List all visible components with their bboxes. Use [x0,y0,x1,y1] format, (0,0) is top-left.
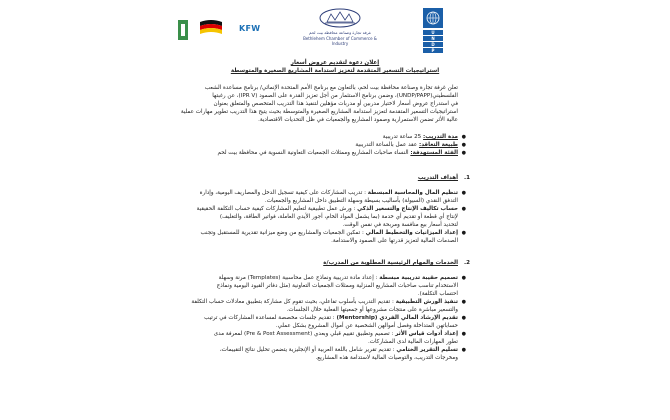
chamber-name-arabic: غرفة تجارة وصناعة محافظة بيت لحم [309,30,371,35]
detail-label: طبيعة التعاقد: [418,142,458,148]
service-text: احتساب التكلفة). [417,291,458,297]
kfw-logo: KFW [239,24,261,33]
section-number: 2. [463,260,470,266]
undp-letter: N [423,36,443,41]
detail-label: مدة التدريب: [423,134,458,140]
service-heading: إعداد أدوات قياس الأثر [395,331,458,337]
service-item [191,299,458,306]
objective-text: الصدمات المالية لتعزيز قدرتها على الصمود والاستدامة. [331,238,458,244]
section-title: أهداف التدريب [417,175,458,181]
bullet-icon: ● [461,190,466,196]
service-text: الاستخدام تناسب صاحبات المشاريع المنزلية وممثلات الجمعيات التعاونية (مثل دفاتر القيود اليومية ونماذج [216,283,458,289]
objective-heading: تنظيم المال والمحاسبة المبسطة [367,190,458,196]
detail-contract [355,142,458,149]
objective-text: : تدريب المشاركات على كيفية تسجيل الدخل والمصاريف اليومية، وإدارة [199,190,368,196]
service-heading: تنفيذ الورش التطبيقية [395,299,458,305]
objective-heading: حساب تكاليف الإنتاج والتسعير الذكي [357,206,458,212]
detail-label: الفئة المستهدفة: [410,150,458,156]
bullet-icon: ● [461,275,466,281]
section-number: 1. [463,175,470,181]
intro-line: تعلن غرفة تجارة وصناعة محافظة بيت لحم، بالتعاون مع برنامج الأمم المتحدة الإنمائي/ برنامج مساعدة الشعب [204,85,458,91]
doc-subtitle: استراتيجيات التسعير المتقدمة لتعزيز استدامة المشاريع الصغيرة والمتوسطة [230,68,440,74]
objective-text: : ورش عمل تطبيقية لتعليم المشاركات كيفية حساب التكلفة الحقيقية [196,206,358,212]
service-text: والتسعير مباشرة على منتجات مشروعها أو جمعيتها الفعلية خلال الجلسات. [286,307,458,313]
service-text: : تقديم تقرير شامل باللغة العربية أو الإنجليزية يتضمن تحليل نتائج التقييمات، [219,347,397,353]
bullet-icon: ● [461,142,466,148]
section-title: الخدمات والمهام الرئيسية المطلوبة من المدرب/ة [323,260,458,266]
objective-text: التدفق النقدي (السيولة) بأساليب بسيطة وسهلة التطبيق داخل المشاريع والجمعيات. [264,198,458,204]
service-item [219,275,458,282]
bullet-icon: ● [461,331,466,337]
detail-target-group [217,150,458,157]
bullet-icon: ● [461,134,466,140]
bullet-icon: ● [461,230,466,236]
intro-line: الفلسطيني(UNDP/PAPP)، وضمن برنامج الاستثمار من أجل تعزيز القدرة على الصمود (IPR V)، عن رغبتها [212,93,458,99]
objective-text: لتحديد أسعار بيع منافسة ومربحة في نفس الوقت. [342,222,458,228]
undp-letter: U [423,30,443,35]
undp-letter: P [423,48,443,53]
service-text: ومخرجات التدريب، والتوصيات المالية لاستدامة هذه المشاريع. [315,355,458,361]
service-item [220,347,458,354]
service-text: : تصميم وتطبيق تقييم قبلي وبعدي (Pre & Post Assessment) لمعرفة مدى [213,331,396,337]
service-heading: تسليم التقرير الختامي [396,347,458,353]
service-text: تطور المهارات المالية لدى المشاركات. [367,339,458,345]
doc-title: إعلان دعوة لتقديم عروض أسعار [290,60,380,66]
service-text: : إعداد مادة تدريبية ونماذج عمل محاسبية (Templates) مرنة وسهلة [218,275,380,281]
objective-text: لإنتاج أي قطعة أو تقديم أي خدمة (بما يشمل المواد الخام، أجور الأيدي العاملة، فواتير الطاقة، والتغليف) [219,214,458,220]
service-item [204,315,458,322]
objective-text: : تمكين الجمعيات والمشاريع من وضع ميزانية تقديرية للمستقبل وتجنب [200,230,366,236]
detail-value: 25 ساعة تدريبية [382,134,422,140]
intro-line: استراتيجيات التسعير المتقدمة لتعزيز استدامة المشاريع الصغيرة والمتوسطة بحيث يتيح هذا التدريب تطوير مهارات عملية [180,109,458,115]
bullet-icon: ● [461,150,466,156]
bullet-icon: ● [461,315,466,321]
objective-heading: إعداد الميزانيات والتخطيط المالي [365,230,458,236]
objective-item [200,190,458,197]
intro-line: في استدراج عروض أسعار لاختيار مدربين أو مدربات مؤهلين لتنفيذ هذا التدريب المتخصص والمتعلق بعنوان [213,101,458,107]
bullet-icon: ● [461,299,466,305]
service-text: : تقديم جلسات مخصصة لمساعدة المشاركات في ترتيب [204,315,337,321]
detail-duration [383,134,458,141]
service-text: : تقديم التدريب بأسلوب تفاعلي، بحيث تقوم كل مشاركة بتطبيق معادلات حساب التكلفة [191,299,396,305]
objective-item [201,230,458,237]
detail-value: النساء صاحبات المشاريع وممثلات الجمعيات التعاونية النسوية في محافظة بيت لحم [217,150,409,156]
service-text: حساباتهن المتداخلة وفصل أموالهن الشخصية عن أموال المشروع بشكل عملي. [275,323,458,329]
service-heading: تقديم الإرشاد المالي الفردي (Mentorship) [336,315,458,321]
intro-line: عالية الأثر تضمن الاستمرارية وصمود المشاريع والجمعيات في ظل التحديات الاقتصادية. [258,117,458,123]
bullet-icon: ● [461,347,466,353]
chamber-name-english: Bethlehem Chamber of Commerce & Industry [303,36,377,46]
detail-value: عقد عمل بالساعة التدريبية [355,142,418,148]
objective-item [197,206,458,213]
undp-letter: D [423,42,443,47]
bullet-icon: ● [461,206,466,212]
service-heading: تصميم حقيبة تدريبية مبسطة [379,275,458,281]
service-item [214,331,458,338]
